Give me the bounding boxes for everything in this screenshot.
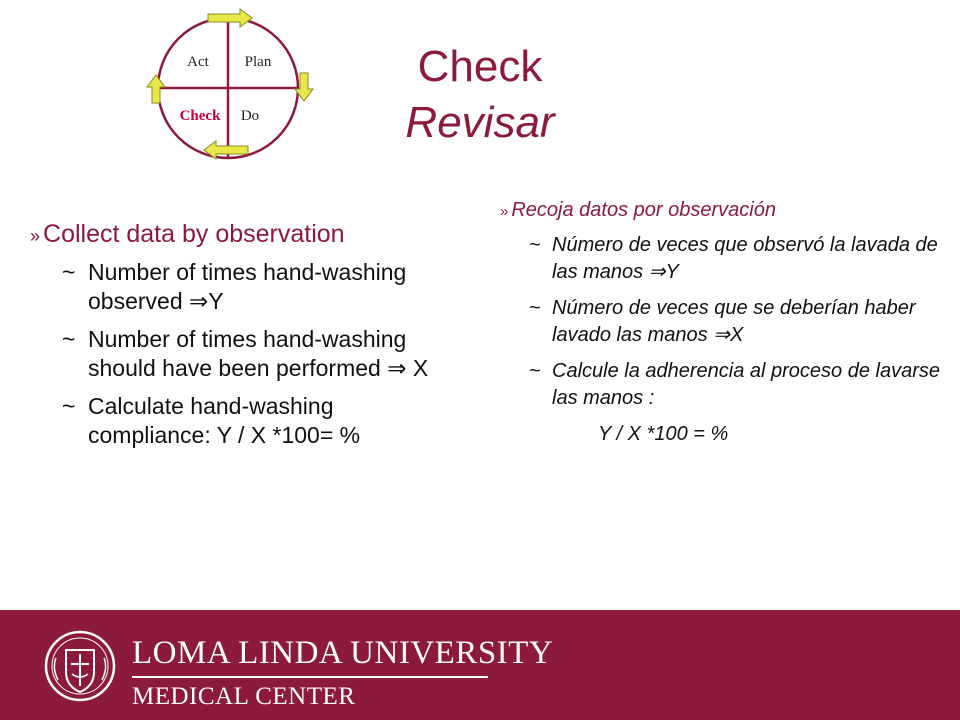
logo-divider: [132, 676, 488, 678]
page-subtitle: Revisar: [405, 98, 555, 147]
list-item-text: Calcule la adherencia al proceso de lavarse las manos :: [552, 360, 941, 409]
list-item: [500, 358, 940, 412]
list-item: [500, 295, 940, 349]
cycle-label-do: Do: [240, 108, 260, 124]
english-heading-text: Collect data by observation: [43, 220, 345, 248]
spanish-column: [500, 196, 940, 448]
cycle-label-plan: Plan: [244, 54, 272, 70]
list-item: [30, 392, 460, 450]
bullet-marker: »: [500, 203, 509, 220]
list-item-text: Número de veces que observó la lavada de las manos ⇒Y: [552, 234, 938, 283]
list-item-text: Calculate hand-washing compliance: Y / X *100= %: [88, 393, 361, 448]
list-item-text: Number of times hand-washing observed ⇒Y: [88, 259, 407, 314]
university-crest-icon: [42, 628, 118, 704]
list-item: [500, 232, 940, 286]
footer-band: [0, 610, 960, 720]
list-item: [30, 325, 460, 383]
spanish-heading-text: Recoja datos por observación: [511, 199, 776, 221]
list-bullet: ~: [529, 234, 541, 256]
list-item-text: Número de veces que se deberían haber lavado las manos ⇒X: [552, 297, 916, 346]
arrow-right-icon: [208, 9, 252, 27]
page-title: Check: [417, 42, 543, 91]
list-bullet: ~: [529, 360, 541, 382]
medical-center-name: MEDICAL CENTER: [132, 683, 356, 710]
pdca-cycle-diagram: [140, 5, 320, 165]
english-heading: [30, 218, 460, 252]
cycle-label-check: Check: [179, 108, 221, 124]
cycle-label-act: Act: [187, 54, 209, 70]
list-item: [30, 258, 460, 316]
university-name: LOMA LINDA UNIVERSITY: [132, 635, 554, 671]
english-column: [30, 218, 460, 459]
list-item-text: Number of times hand-washing should have been performed ⇒ X: [88, 326, 429, 381]
list-bullet: ~: [62, 393, 76, 419]
list-bullet: ~: [62, 326, 76, 352]
list-bullet: ~: [529, 297, 541, 319]
list-bullet: ~: [62, 259, 76, 285]
compliance-formula: Y / X *100 = %: [598, 423, 729, 445]
bullet-marker: »: [30, 226, 41, 246]
spanish-heading: [500, 196, 940, 226]
